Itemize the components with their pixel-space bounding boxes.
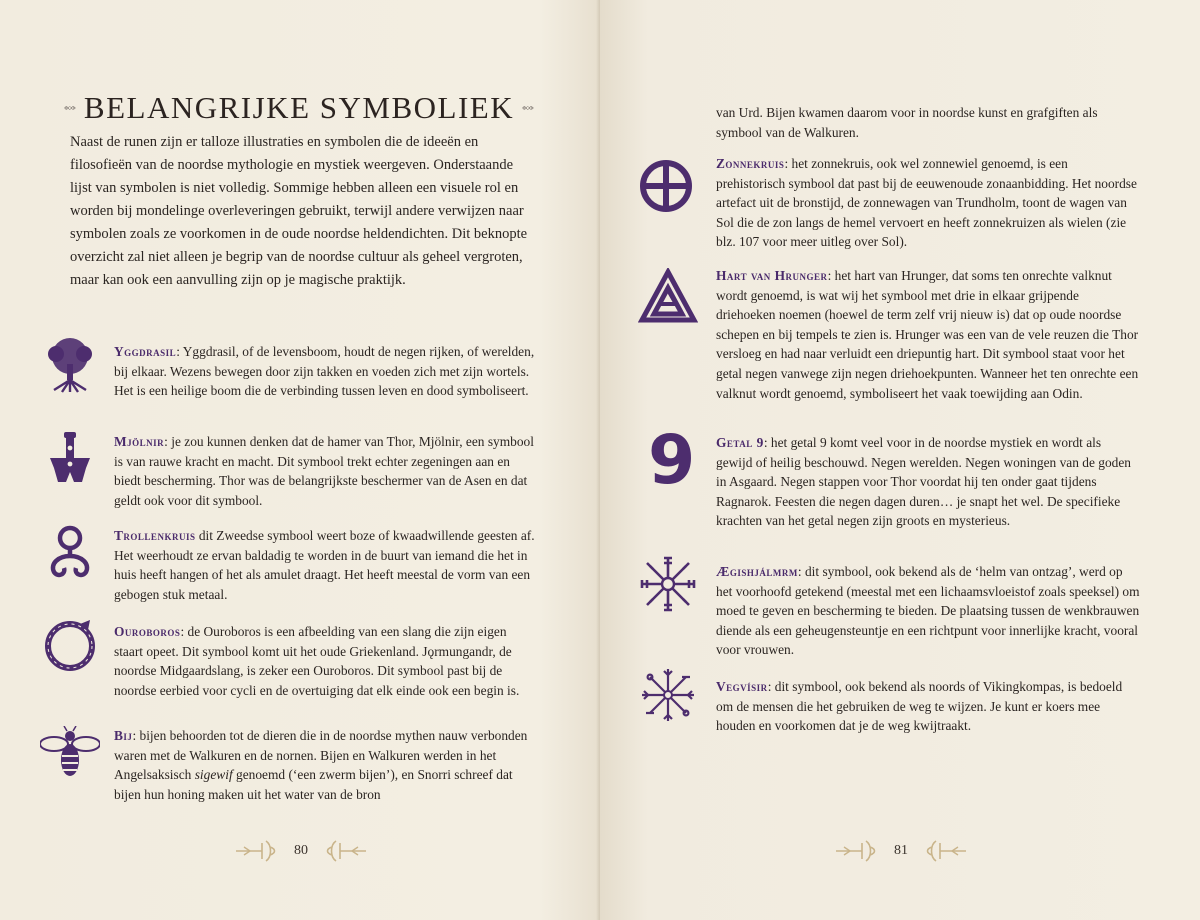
symbol-description: Yggdrasil, of de levensboom, houdt de negen rijken, of werelden, bij elkaar. Wezens bewegen door zijn takken en voeden zich met zijn wortels. Het is een heilige boom die de verbinding tussen leven en dood symboliseert. — [114, 344, 535, 399]
symbol-entry-vegvisir: Vegvísir: dit symbool, ook bekend als noords of Vikingkompas, is bedoeld om de mensen die het gebruiken de weg te wijzen. Je kunt er koers mee houden en voorkomen dat je de weg kwijtraakt. — [638, 677, 1138, 747]
symbol-term: Hart van Hrunger — [716, 268, 828, 283]
symbol-entry-zonnekruis: Zonnekruis: het zonnekruis, ook wel zonnewiel genoemd, is een prehistorisch symbool dat past bij de eeuwenoude zonaanbidding. Het noordse artefact uit de bronstijd, de zonnewagen van Trundholm, toont de wagen van Sol die de zon langs de hemel vervoert en heeft zonnekruizen als wielen (zie blz. 107 voor meer uitleg over Sol). — [638, 154, 1138, 254]
page-number: 80 — [294, 843, 308, 858]
knotwork-ornament-right-icon — [522, 98, 534, 118]
helm-of-awe-icon — [638, 554, 698, 614]
symbol-description: de Ouroboros is een afbeelding van een slang die zijn eigen staart opeet. Dit symbool komt uit het oude Griekenland. Jǫrmungandr, de noordse Midgaardslang, is zeker een Ouroboros. Dit symbool past bij de noordse eerbied voor cycli en de overtuiging dat elk einde ook een begin is. — [114, 624, 520, 698]
hammer-icon — [40, 428, 100, 488]
symbol-description: het getal 9 komt veel voor in de noordse mystiek en wordt als gewijd of heilig beschouwd. Negen werelden. Negen woningen van de goden in Asgaard. Negen stappen voor Thor voordat hij ten onder gaat tijdens Ragnarok. Feesten die negen dagen duren… je snapt het wel. De specifieke krachten van het getal negen zijn groots en mysterieus. — [716, 435, 1131, 529]
symbol-entry-aegishjalmur: Ægishjálmrm: dit symbool, ook bekend als de ‘helm van ontzag’, werd op het voorhoofd getekend (meestal met een lichaamsvloeistof zoals speeksel) om moed te geven en bescherming te bieden. De plaatsing tussen de wenkbrauwen diende als een geheugensteuntje en een richtpunt voor innerlijke kracht, vooral voor vrouwen. — [638, 562, 1138, 662]
symbol-entry-bij: Bij: bijen behoorden tot de dieren die in de noordse mythen nauw verbonden waren met de Walkuren en de nornen. Bijen en Walkuren werden in het Angelsaksisch sigewif genoemd (‘een zwerm bijen’), en Snorri schreef dat bijen hun honing maken uit het water van de bron — [40, 726, 540, 816]
symbol-term: Mjölnir — [114, 434, 165, 449]
symbol-description: het hart van Hrunger, dat soms ten onrechte valknut wordt genoemd, is wat wij het symbool met drie in elkaar grijpende driehoeken noemen (hoewel de term zelf vrij nieuw is) dat op oude noordse schepen en bij tempels te zien is. Hrunger was een van de vele reuzen die Thor versloeg en had naar verluidt een driepuntig hart. Dit symbool staat voor het getal negen vanwege zijn negen driehoekpunten. Wanneer het ten onrechte een valknut wordt genoemd, symboliseert het vaak toewijding aan Odin. — [716, 268, 1139, 401]
symbol-term: Ægishjálmrm — [716, 564, 798, 579]
tree-of-life-icon — [40, 334, 100, 394]
symbol-entry-getal-9: 9 Getal 9: het getal 9 komt veel voor in de noordse mystiek en wordt als gewijd of heilig beschouwd. Negen werelden. Negen woningen van de goden in Asgaard. Negen stappen voor Thor voordat hij ten onder gaat tijdens Ragnarok. Feesten die negen dagen duren… je snapt het wel. De specifieke krachten van het getal negen zijn groots en mysterieus. — [648, 421, 1131, 529]
symbol-term: Getal 9 — [716, 435, 764, 450]
symbol-entry-ouroboros: Ouroboros: de Ouroboros is een afbeelding van een slang die zijn eigen staart opeet. Dit symbool komt uit het oude Griekenland. Jǫrmungandr, de noordse Midgaardslang, is zeker een Ouroboros. Dit symbool past bij de noordse eerbied voor cycli en de overtuiging dat elk einde ook een begin is. — [40, 622, 540, 712]
bee-icon — [40, 726, 100, 786]
folio-ornament-right-icon — [320, 839, 366, 863]
symbol-description: bijen behoorden tot de dieren die in de noordse mythen nauw verbonden waren met de Walkuren en de nornen. Bijen en Walkuren werden in het Angelsaksisch — [114, 728, 528, 783]
intro-paragraph: Naast de runen zijn er talloze illustraties en symbolen die de ideeën en filosofieën van de noordse mythologie en mystiek weergeven. Onderstaande lijst van symbolen is niet volledig. Sommige hebben alleen een visuele rol en worden bij mondelinge overleveringen gebruikt, terwijl andere verwijzen naar symbolen zoals ze voorkomen in de oude noordse heldendichten. Dit beknopte overzicht zal niet alleen je begrip van de noordse cultuur als geheel vergroten, maar kan ook een aanvulling zijn op je magische praktijk. — [70, 134, 528, 288]
sun-cross-icon — [638, 158, 694, 214]
page-number: 81 — [894, 843, 908, 858]
symbol-term: Vegvísir — [716, 679, 768, 694]
troll-cross-icon — [40, 522, 100, 582]
symbol-term: Ouroboros — [114, 624, 181, 639]
number-nine-icon: 9 — [648, 421, 696, 500]
folio-ornament-left-icon — [836, 839, 882, 863]
section-heading-row — [64, 88, 534, 128]
symbol-entry-trollenkruis — [40, 526, 540, 606]
serpent-ring-icon — [40, 616, 100, 676]
page-footer-left — [236, 838, 366, 864]
symbol-description: je zou kunnen denken dat de hamer van Thor, Mjölnir, een symbool is van rauwe kracht en macht. Dit symbool trekt echter zegeningen aan en biedt bescherming. Thor was de belangrijkste beschermer van de Asen en dat geldt ook voor dit symbool. — [114, 434, 534, 508]
folio-ornament-left-icon — [236, 839, 282, 863]
symbol-term: Yggdrasil — [114, 344, 177, 359]
symbol-term: Bij — [114, 728, 133, 743]
page-title: BELANGRIJKE SYMBOLIEK — [83, 90, 515, 125]
page-footer-right — [836, 838, 966, 864]
symbol-entry-mjolnir: Mjölnir: je zou kunnen denken dat de hamer van Thor, Mjölnir, een symbool is van rauwe kracht en macht. Dit symbool trekt echter zegeningen aan en biedt bescherming. Thor was de belangrijkste beschermer van de Asen en dat geldt ook voor dit symbool. — [40, 432, 540, 512]
symbol-entry-yggdrasil: Yggdrasil: Yggdrasil, of de levensboom, houdt de negen rijken, of werelden, bij elkaar. Wezens bewegen door zijn takken en voeden zich met zijn wortels. Het is een heilige boom die de verbinding tussen leven en dood symboliseert. — [40, 342, 540, 422]
symbol-description: dit Zweedse symbool weert boze of kwaadwillende geesten af. Het weerhoudt ze ervan baldadig te worden in de buurt van iemand die het in huis heeft hangen of het als amulet draagt. Het heeft meestal de vorm van een gebogen stuk metaal. — [114, 528, 535, 602]
valknut-icon — [638, 268, 698, 328]
italic-term: sigewif — [194, 767, 233, 783]
symbol-description: dit symbool, ook bekend als noords of Vikingkompas, is bedoeld om de mensen die het gebruiken de weg te wijzen. Je kunt er koers mee houden en voorkomen dat je de weg kwijtraakt. — [716, 679, 1123, 734]
symbol-entry-hart-van-hrunger: Hart van Hrunger: het hart van Hrunger, dat soms ten onrechte valknut wordt genoemd, is wat wij het symbool met drie in elkaar grijpende driehoeken noemen (hoewel de term zelf vrij nieuw is) dat op oude noordse schepen en bij tempels te zien is. Hrunger was een van de vele reuzen die Thor versloeg en had naar verluidt een driepuntig hart. Dit symbool staat voor het getal negen vanwege zijn negen driehoekpunten. Wanneer het ten onrechte een valknut wordt genoemd, symboliseert het vaak toewijding aan Odin. — [638, 266, 1138, 416]
vegvisir-compass-icon — [638, 665, 698, 725]
knotwork-ornament-left-icon — [64, 98, 76, 118]
symbol-term: Trollenkruis — [114, 528, 196, 543]
folio-ornament-right-icon — [920, 839, 966, 863]
symbol-description: dit symbool, ook bekend als de ‘helm van ontzag’, werd op het voorhoofd getekend (meestal met een lichaamsvloeistof zoals speeksel) om moed te geven en bescherming te bieden. De plaatsing tussen de wenkbrauwen diende als een geheugensteuntje en een richtpunt voor innerlijke kracht, vooral voor vrouwen. — [716, 564, 1140, 658]
symbol-description: het zonnekruis, ook wel zonnewiel genoemd, is een prehistorisch symbool dat past bij de eeuwenoude zonaanbidding. Het noordse artefact uit de bronstijd, de zonnewagen van Trundholm, toont de wagen van Sol die de zon langs de hemel vervoert en heeft zonnekruizen als wielen (zie blz. 107 voor meer uitleg over Sol). — [716, 156, 1137, 250]
continuation-paragraph: van Urd. Bijen kwamen daarom voor in noordse kunst en grafgiften als symbool van de Walkuren. — [716, 105, 1098, 140]
symbol-term: Zonnekruis — [716, 156, 785, 171]
